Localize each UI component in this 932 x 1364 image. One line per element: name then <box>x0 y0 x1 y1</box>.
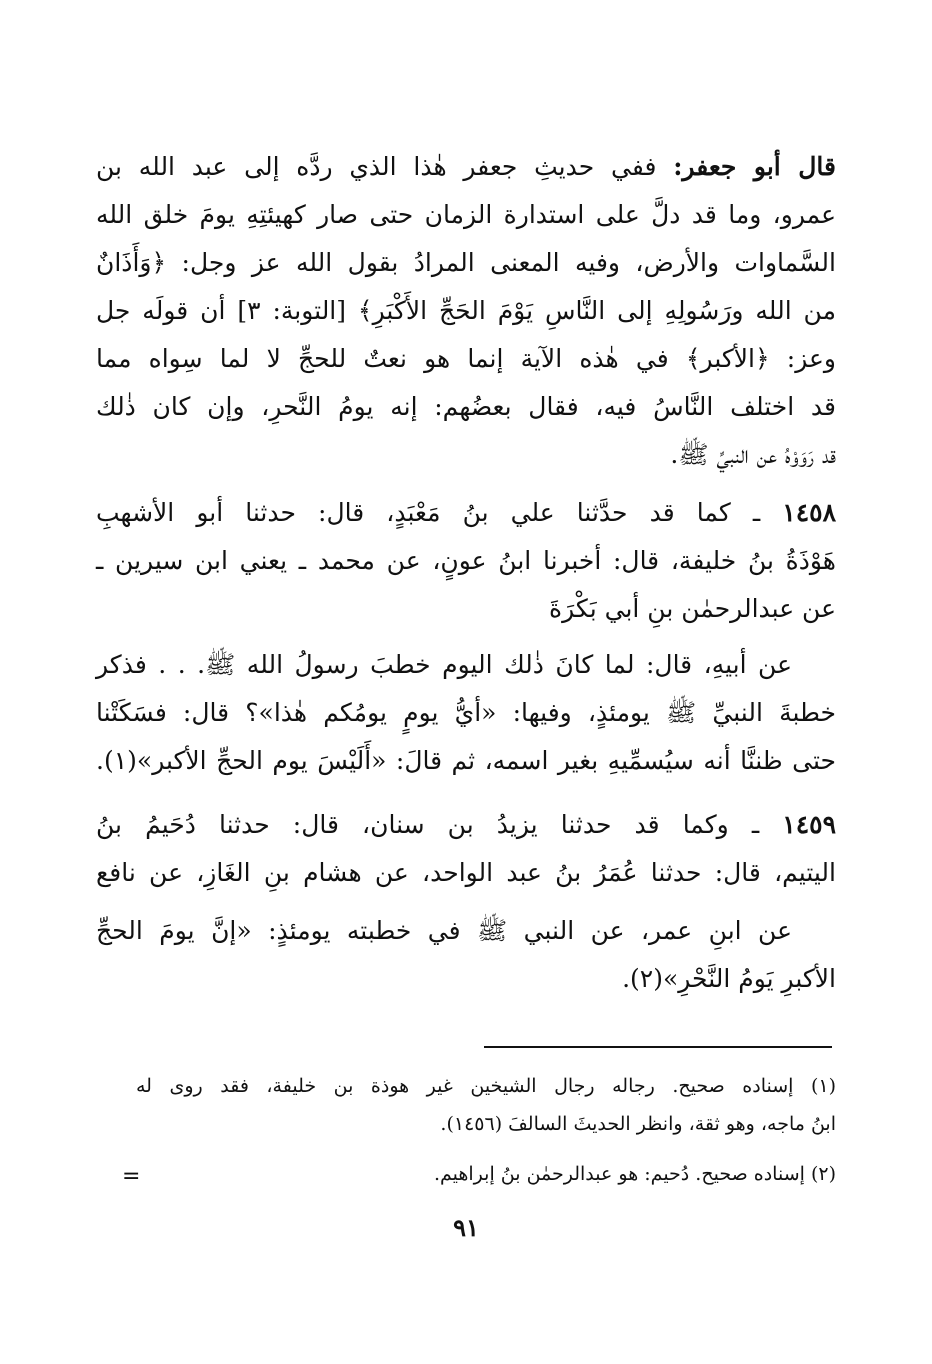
body-line: الأكبرِ يَومُ النَّحْرِ»(٢). <box>622 964 836 993</box>
page-number: ٩١ <box>453 1213 479 1242</box>
body-line: من الله ورَسُولِهِ إلى النَّاسِ يَوْمَ الحَجِّ الأَكْبَرِ﴾ [التوبة: ٣] أن قولَه جل <box>96 296 836 325</box>
continuation-mark: = <box>122 1164 141 1189</box>
body-line: حتى ظننَّا أنه سيُسمِّيهِ بغير اسمه، ثم قالَ: «أَلَيْسَ يوم الحجِّ الأكبر»(١). <box>96 746 836 775</box>
body-line: عن عبدالرحمٰن بنِ أبي بَكْرَةَ <box>549 594 836 623</box>
footnote-line: ابنُ ماجه، وهو ثقة، وانظر الحديثَ السالفَ (١٤٥٦). <box>440 1113 836 1135</box>
body-line: خطبةَ النبيِّ ﷺ يومئذٍ، وفيها: «أيُّ يومٍ يومُكم هٰذا»؟ قال: فسَكَتْنا <box>96 698 836 727</box>
hadith-number: ١٤٥٨ <box>782 498 836 527</box>
body-line: اليتيم، قال: حدثنا عُمَرُ بنُ عبد الواحد، عن هشام بنِ الغَازِ، عن نافع <box>96 858 836 887</box>
body-line: السَّماوات والأرض، وفيه المعنى المرادُ بقول الله عز وجل: ﴿وَأَذَانٌ <box>96 248 836 277</box>
body-line: وعز: ﴿الأكبر﴾ في هٰذه الآية إنما هو نعتٌ للحجِّ لا لما سِواه مما <box>96 344 836 373</box>
body-line: هَوْذَةُ بنُ خليفة، قال: أخبرنا ابنُ عونٍ، عن محمد ـ يعني ابن سيرين ـ <box>96 546 836 575</box>
hadith-line: ١٤٥٩ ـ وكما قد حدثنا يزيدُ بن سنان، قال: حدثنا دُحَيمُ بنُ <box>96 810 836 839</box>
body-line: عمرو، وما قد دلَّ على استدارة الزمان حتى صار كهيئتِهِ يومَ خلق الله <box>96 200 836 229</box>
footnote-line: (١) إسناده صحيح. رجاله رجال الشيخين غير هوذة بن خليفة، فقد روى له <box>136 1075 836 1097</box>
body-line: عن ابنِ عمر، عن النبي ﷺ في خطبته يومئذٍ: «إنَّ يومَ الحجِّ <box>96 916 792 945</box>
body-line: قد رَوَوْهُ عن النبيِّ ﷺ. <box>670 440 836 469</box>
body-line: عن أبيهِ، قال: لما كانَ ذٰلك اليوم خطبَ رسولُ الله ﷺ. . . فذكر <box>96 650 792 679</box>
footnote-separator <box>484 1046 832 1048</box>
hadith-number: ١٤٥٩ <box>782 810 836 839</box>
body-line: قال أبو جعفر: ففي حديثِ جعفر هٰذا الذي ردَّه إلى عبد الله بن <box>96 152 836 181</box>
hadith-line: ١٤٥٨ ـ كما قد حدَّثنا علي بنُ مَعْبَدٍ، قال: حدثنا أبو الأشهبِ <box>96 498 836 527</box>
body-line: قد اختلف النَّاسُ فيه، فقال بعضُهم: إنه يومُ النَّحرِ، وإن كان ذٰلك <box>96 392 836 421</box>
footnote-line: (٢) إسناده صحيح. دُحيم: هو عبدالرحمٰن بنُ إبراهيم. <box>433 1163 836 1185</box>
speaker-label: قال أبو جعفر: <box>673 152 836 181</box>
